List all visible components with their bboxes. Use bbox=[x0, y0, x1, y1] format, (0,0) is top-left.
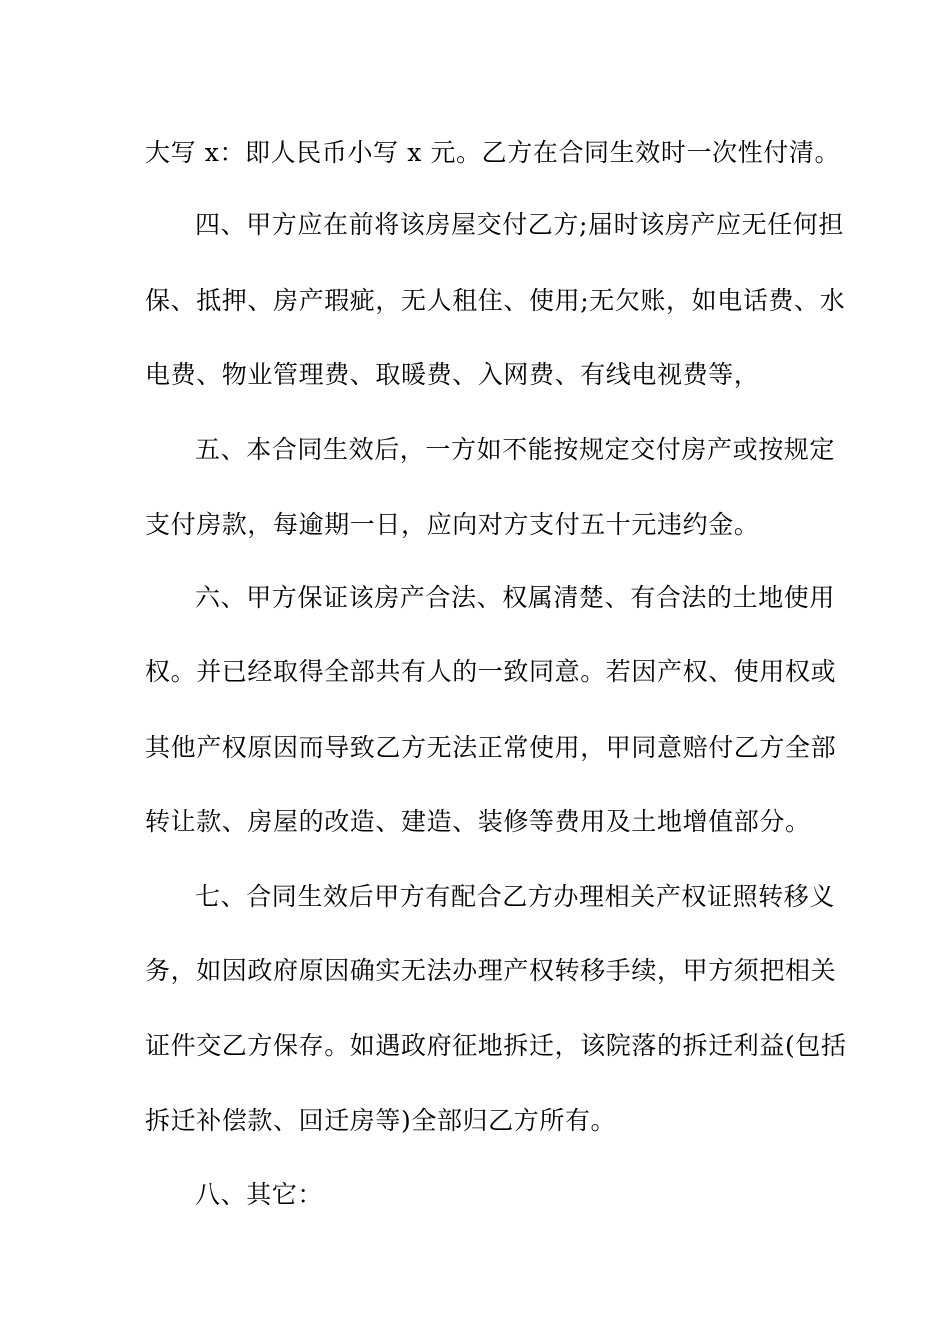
clause-6-line-4: 转让款、房屋的改造、建造、装修等费用及土地增值部分。 bbox=[145, 807, 811, 836]
clause-4-line-1: 四、甲方应在前将该房屋交付乙方;届时该房产应无任何担 bbox=[195, 210, 845, 239]
clause-7-line-2: 务，如因政府原因确实无法办理产权转移手续，甲方须把相关 bbox=[145, 956, 837, 985]
clause-8-heading: 八、其它： bbox=[195, 1180, 324, 1209]
clause-4-line-2: 保、抵押、房产瑕疵，无人租住、使用;无欠账，如电话费、水 bbox=[145, 286, 846, 315]
clause-7-line-4: 拆迁补偿款、回迁房等)全部归乙方所有。 bbox=[145, 1106, 617, 1135]
clause-4-line-3: 电费、物业管理费、取暖费、入网费、有线电视费等， bbox=[145, 360, 760, 389]
clause-6-line-3: 其他产权原因而导致乙方无法正常使用，甲同意赔付乙方全部 bbox=[145, 733, 837, 762]
clause-6-line-1: 六、甲方保证该房产合法、权属清楚、有合法的土地使用 bbox=[195, 583, 836, 612]
clause-7-line-1: 七、合同生效后甲方有配合乙方办理相关产权证照转移义 bbox=[195, 882, 836, 911]
clause-6-line-2: 权。并已经取得全部共有人的一致同意。若因产权、使用权或 bbox=[145, 657, 837, 686]
clause-5-line-1: 五、本合同生效后，一方如不能按规定交付房产或按规定 bbox=[195, 435, 836, 464]
text-line-payment: 大写 x：即人民币小写 x 元。乙方在合同生效时一次性付清。 bbox=[145, 138, 841, 167]
clause-7-line-3: 证件交乙方保存。如遇政府征地拆迁，该院落的拆迁利益(包括 bbox=[145, 1031, 847, 1060]
clause-5-line-2: 支付房款，每逾期一日，应向对方支付五十元违约金。 bbox=[145, 510, 760, 539]
